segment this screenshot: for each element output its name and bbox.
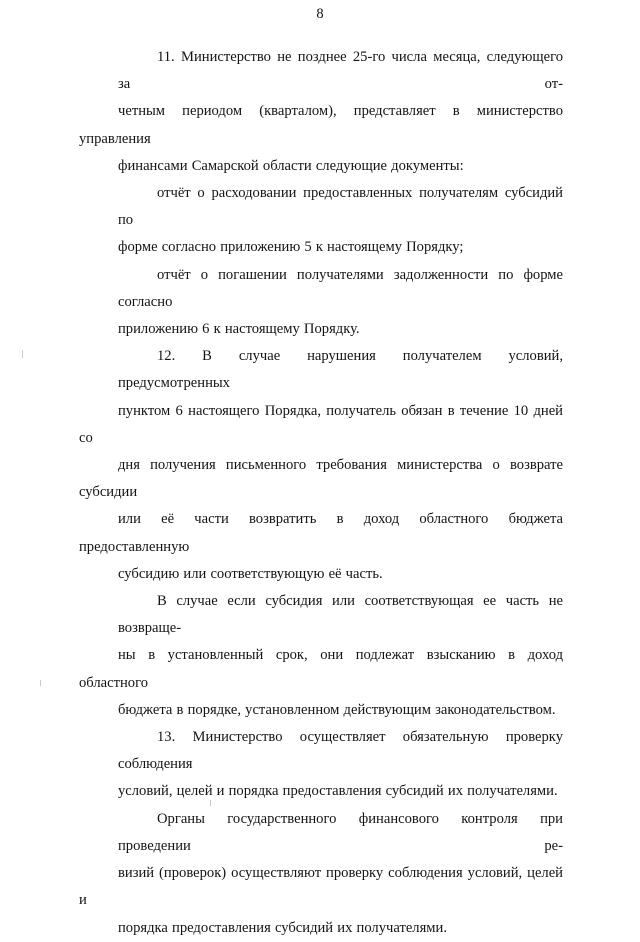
text-line: визий (проверок) осуществляют проверку соблюдения условий, целей и <box>79 865 563 909</box>
text-line: пунктом 6 настоящего Порядка, получатель обязан в течение 10 дней со <box>79 402 563 446</box>
text-line: порядка предоставления субсидий их получателями. <box>118 919 447 936</box>
text-line: четным периодом (кварталом), представляет в министерство управления <box>79 103 563 147</box>
text-line: В случае если субсидия или соответствующая ее часть не возвраще- <box>118 593 563 637</box>
text-line: или её части возвратить в доход областного бюджета предоставленную <box>79 511 563 555</box>
scan-artifact <box>210 800 211 806</box>
text-line: Органы государственного финансового контроля при проведении ре- <box>118 810 563 854</box>
paragraph-report-debt <box>79 262 563 344</box>
paragraph-12 <box>79 343 563 588</box>
paragraph-recovery <box>79 588 563 724</box>
text-line: субсидию или соответствующую её часть. <box>118 565 383 582</box>
text-line: ны в установленный срок, они подлежат взысканию в доход областного <box>79 647 563 691</box>
text-line: отчёт о расходовании предоставленных получателям субсидий по <box>118 185 563 229</box>
page-number: 8 <box>316 6 324 22</box>
text-line: 11. Министерство не позднее 25-го числа месяца, следующего за от- <box>118 49 563 93</box>
text-line: приложению 6 к настоящему Порядку. <box>118 321 360 338</box>
paragraph-11 <box>79 44 563 180</box>
text-line: финансами Самарской области следующие документы: <box>118 157 464 174</box>
text-line: 13. Министерство осуществляет обязательную проверку соблюдения <box>118 729 563 773</box>
paragraph-13 <box>79 724 563 806</box>
text-line: форме согласно приложению 5 к настоящему Порядку; <box>118 239 464 256</box>
paragraph-financial-control <box>79 806 563 942</box>
paragraph-report-expenditure <box>79 180 563 262</box>
document-body <box>79 44 563 942</box>
text-line: бюджета в порядке, установленном действующим законодательством. <box>118 701 556 718</box>
text-line: дня получения письменного требования министерства о возврате субсидии <box>79 457 563 501</box>
scan-artifact <box>40 680 41 686</box>
scan-artifact <box>22 350 23 358</box>
text-line: отчёт о погашении получателями задолженности по форме согласно <box>118 266 563 310</box>
text-line: 12. В случае нарушения получателем условий, предусмотренных <box>118 348 563 392</box>
text-line: условий, целей и порядка предоставления субсидий их получателями. <box>118 783 558 800</box>
